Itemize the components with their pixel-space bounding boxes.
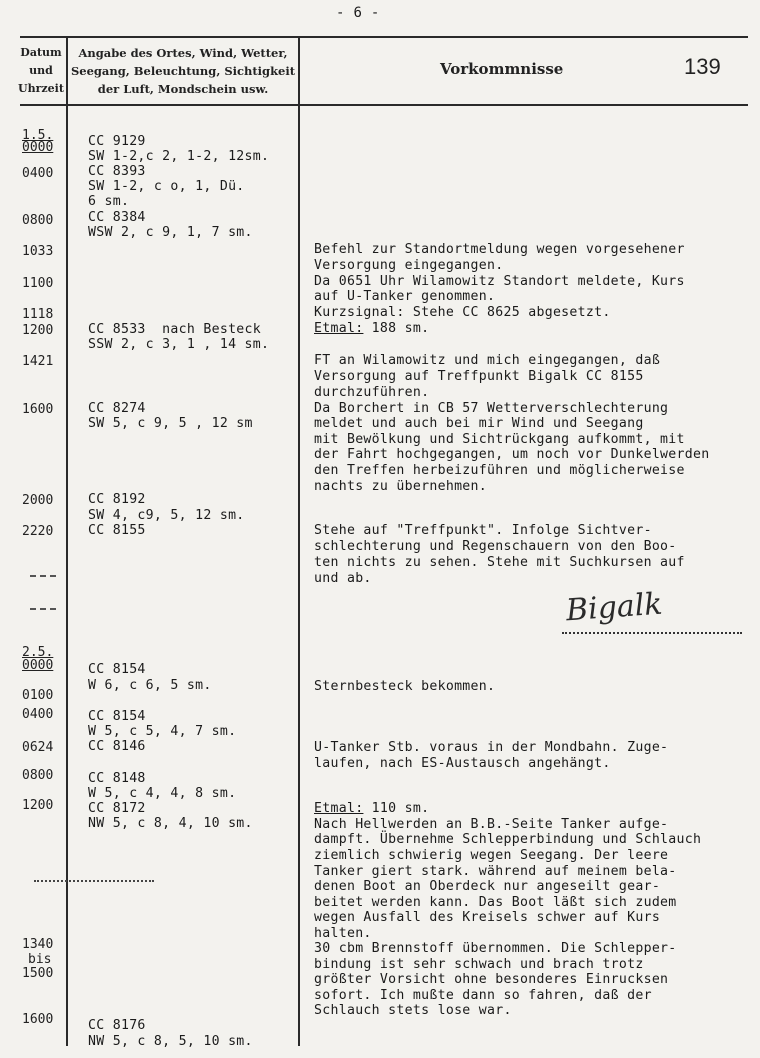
position-entry: CC 8274 xyxy=(88,401,146,416)
event-line: meldet und auch bei mir Wind und Seegang xyxy=(314,416,644,431)
time: 1100 xyxy=(22,276,54,291)
time: bis xyxy=(28,952,52,967)
event-line: der Fahrt hochgegangen, um noch vor Dunkelwerden xyxy=(314,447,710,462)
event-line: und ab. xyxy=(314,571,372,586)
etmal-line: Etmal: 110 sm. xyxy=(314,801,430,816)
date-2: 2.5. xyxy=(22,645,54,660)
column-rule-1 xyxy=(66,36,68,1046)
event-line: dampft. Übernehme Schlepperbindung und Schlauch xyxy=(314,832,702,847)
event-line: beitet werden kann. Das Boot läßt sich zudem xyxy=(314,895,677,910)
event-line: denen Boot an Oberdeck nur angeseilt gear- xyxy=(314,879,661,894)
position-entry: WSW 2, c 9, 1, 7 sm. xyxy=(88,225,253,240)
event-line: Schlauch stets lose war. xyxy=(314,1003,512,1018)
event-line: Kurzsignal: Stehe CC 8625 abgesetzt. xyxy=(314,305,611,320)
etmal-line: Etmal: 188 sm. xyxy=(314,321,430,336)
time: 0624 xyxy=(22,740,54,755)
event-line: bindung ist sehr schwach und brach trotz xyxy=(314,957,644,972)
position-entry: W 5, c 4, 4, 8 sm. xyxy=(88,786,237,801)
time: 1600 xyxy=(22,1012,54,1027)
time: 1500 xyxy=(22,966,54,981)
position-entry: W 6, c 6, 5 sm. xyxy=(88,678,212,693)
position-entry: W 5, c 5, 4, 7 sm. xyxy=(88,724,237,739)
event-line: ziemlich schwierig wegen Seegang. Der leere xyxy=(314,848,669,863)
event-line: Nach Hellwerden an B.B.-Seite Tanker aufge- xyxy=(314,817,669,832)
event-line: nachts zu übernehmen. xyxy=(314,479,488,494)
event-line: Da Borchert in CB 57 Wetterverschlechterung xyxy=(314,401,669,416)
event-line: mit Bewölkung und Sichtrückgang aufkommt, mit xyxy=(314,432,685,447)
position-entry: CC 8176 xyxy=(88,1018,146,1033)
time: 1200 xyxy=(22,798,54,813)
event-line: schlechterung und Regenschauern von den Boo- xyxy=(314,539,677,554)
event-line: laufen, nach ES-Austausch angehängt. xyxy=(314,756,611,771)
time: 2220 xyxy=(22,524,54,539)
event-line: den Treffen herbeizuführen und möglicherweise xyxy=(314,463,685,478)
time: 0400 xyxy=(22,707,54,722)
position-entry: CC 8154 xyxy=(88,709,146,724)
position-entry: CC 8393 xyxy=(88,164,146,179)
position-entry: SW 1-2,c 2, 1-2, 12sm. xyxy=(88,149,270,164)
event-line: 30 cbm Brennstoff übernommen. Die Schlepper- xyxy=(314,941,677,956)
position-entry: SW 1-2, c o, 1, Dü. xyxy=(88,179,245,194)
signature-dotted-line xyxy=(562,632,742,634)
time: 0800 xyxy=(22,768,54,783)
position-entry: SW 4, c9, 5, 12 sm. xyxy=(88,508,245,523)
position-entry: CC 8148 xyxy=(88,771,146,786)
time: 1340 xyxy=(22,937,54,952)
position-entry: NW 5, c 8, 4, 10 sm. xyxy=(88,816,253,831)
header-bottom-rule xyxy=(20,104,748,106)
position-entry: CC 8146 xyxy=(88,739,146,754)
position-entry: 6 sm. xyxy=(88,194,130,209)
position-entry: SW 5, c 9, 5 , 12 sm xyxy=(88,416,253,431)
event-line: wegen Ausfall des Kreisels schwer auf Kurs xyxy=(314,910,661,925)
event-line: halten. xyxy=(314,926,372,941)
position-entry: CC 8154 xyxy=(88,662,146,677)
time: 1200 xyxy=(22,323,54,338)
event-line: Versorgung auf Treffpunkt Bigalk CC 8155 xyxy=(314,369,644,384)
header-location-weather: Angabe des Ortes, Wind, Wetter, Seegang, Beleuchtung, Sichtigkeit der Luft, Mondschein usw. xyxy=(70,46,296,96)
event-line: FT an Wilamowitz und mich eingegangen, daß xyxy=(314,353,661,368)
position-entry: CC 8192 xyxy=(88,492,146,507)
time: 0400 xyxy=(22,166,54,181)
position-entry: SSW 2, c 3, 1 , 14 sm. xyxy=(88,337,270,352)
header-top-rule xyxy=(20,36,748,38)
header-events: Vorkommnisse xyxy=(440,60,564,78)
time: 0000 xyxy=(22,140,54,155)
time: 1600 xyxy=(22,402,54,417)
time: 0000 xyxy=(22,658,54,673)
page-number: 139 xyxy=(684,54,721,79)
event-line: Da 0651 Uhr Wilamowitz Standort meldete, Kurs xyxy=(314,274,685,289)
time: 1118 xyxy=(22,307,54,322)
event-line: ten nichts zu sehen. Stehe mit Suchkursen auf xyxy=(314,555,685,570)
position-entry: CC 8172 xyxy=(88,801,146,816)
time: 2000 xyxy=(22,493,54,508)
event-line: Befehl zur Standortmeldung wegen vorgesehener xyxy=(314,242,685,257)
event-line: größter Vorsicht ohne besonderes Einrucksen xyxy=(314,972,669,987)
position-entry: CC 8533 nach Besteck xyxy=(88,322,262,337)
dash-mark xyxy=(30,575,56,577)
event-line: Versorgung eingegangen. xyxy=(314,258,504,273)
event-line: Tanker giert stark. während auf meinem bela- xyxy=(314,864,677,879)
position-entry: NW 5, c 8, 5, 10 sm. xyxy=(88,1034,253,1049)
event-line: Sternbesteck bekommen. xyxy=(314,679,496,694)
signature: Bigalk xyxy=(564,586,664,629)
event-line: auf U-Tanker genommen. xyxy=(314,289,496,304)
time: 0800 xyxy=(22,213,54,228)
date-1: 1.5. xyxy=(22,128,54,143)
dash-mark xyxy=(30,608,56,610)
header-date-time: Datum und Uhrzeit xyxy=(18,46,64,95)
position-entry: CC 8384 xyxy=(88,210,146,225)
column-rule-2 xyxy=(298,36,300,1046)
event-line: sofort. Ich mußte dann so fahren, daß der xyxy=(314,988,652,1003)
time: 0100 xyxy=(22,688,54,703)
page-marker: - 6 - xyxy=(336,5,380,21)
position-entry: CC 9129 xyxy=(88,134,146,149)
time: 1033 xyxy=(22,244,54,259)
dotted-separator xyxy=(34,880,154,882)
time: 1421 xyxy=(22,354,54,369)
position-entry: CC 8155 xyxy=(88,523,146,538)
event-line: Stehe auf "Treffpunkt". Infolge Sichtver- xyxy=(314,523,652,538)
event-line: U-Tanker Stb. voraus in der Mondbahn. Zuge- xyxy=(314,740,669,755)
event-line: durchzuführen. xyxy=(314,385,430,400)
